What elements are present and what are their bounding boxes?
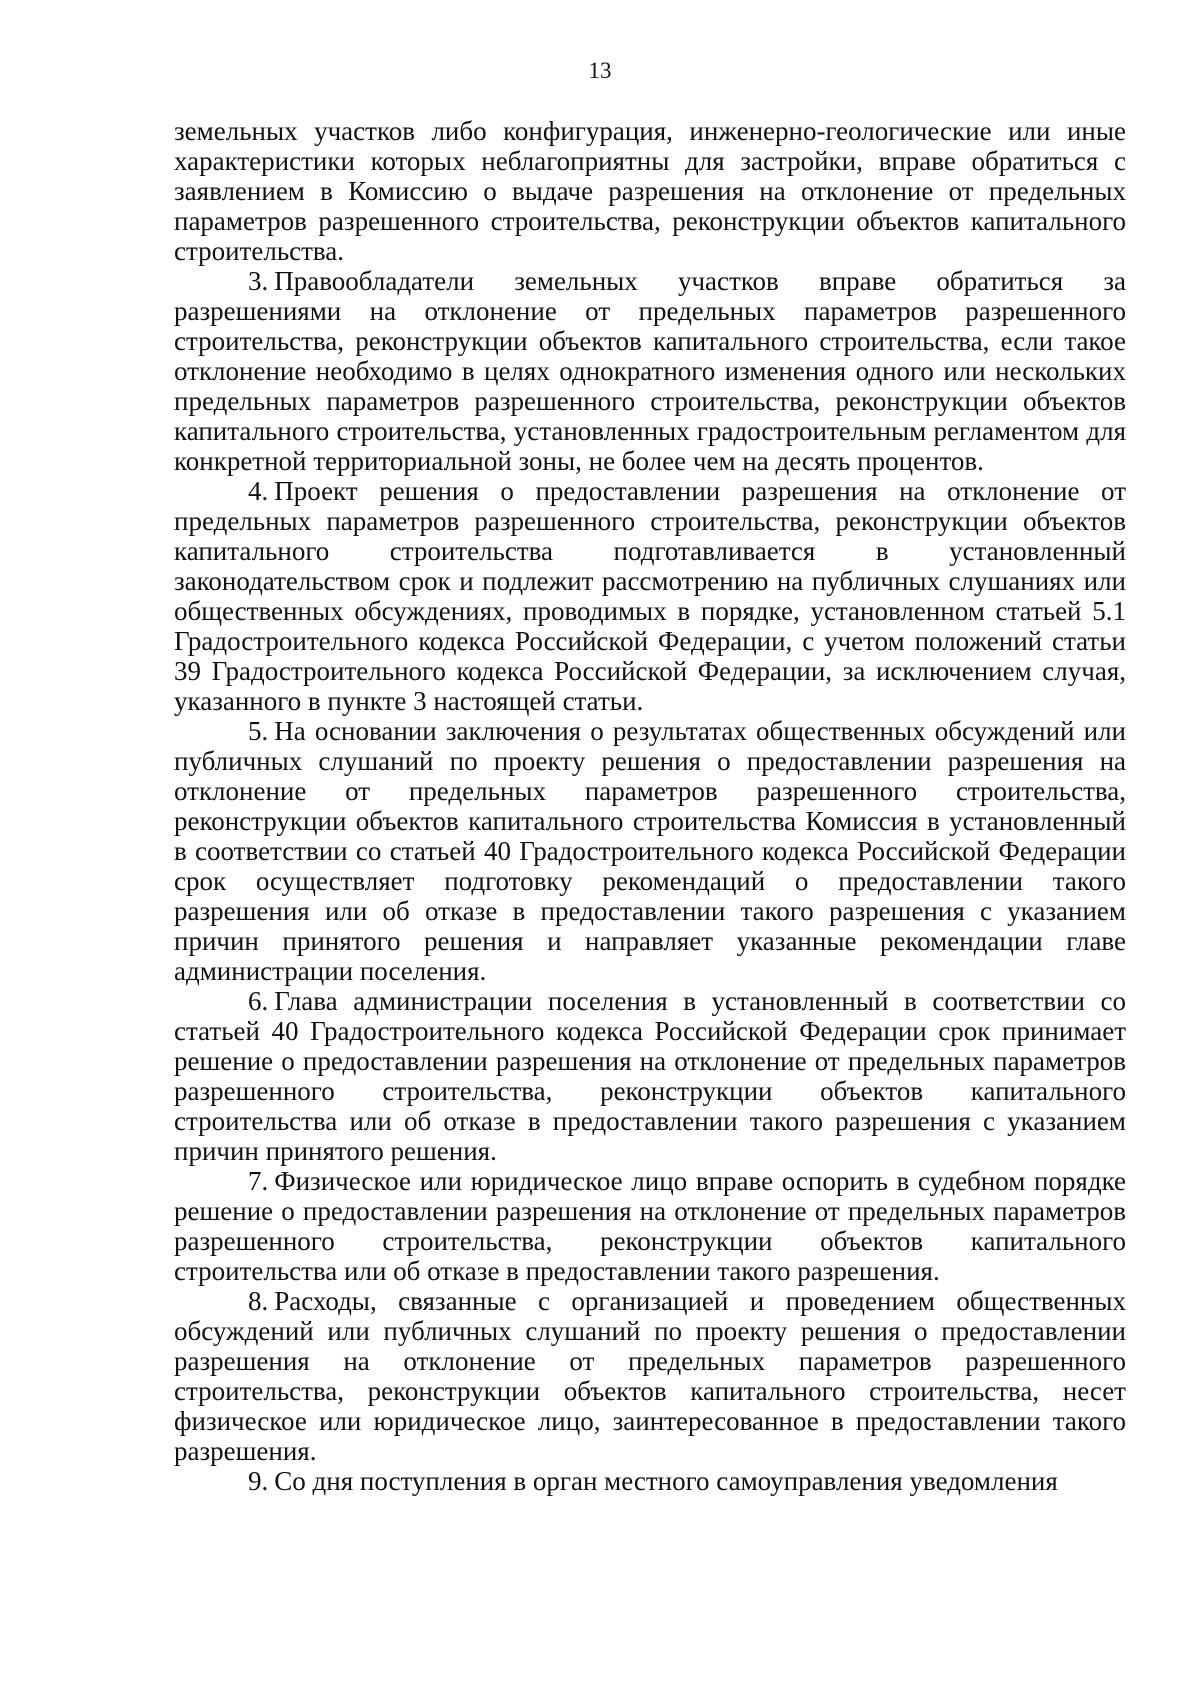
paragraph-number: 3. <box>248 266 269 296</box>
paragraph-number: 8. <box>248 1286 269 1316</box>
paragraph-text: земельных участков либо конфигурация, инженерно-геологические или иные характеристики которых неблагоприятны для застройки, вправе обратиться с заявлением в Комиссию о выдаче разрешения на отклонение от предельных параметров разрешенного строительства, реконструкции объектов капитального строительства. <box>174 116 1126 266</box>
paragraph-text: Со дня поступления в орган местного самоуправления уведомления <box>274 1466 1058 1496</box>
paragraph-7 <box>174 1166 1126 1286</box>
paragraph-number: 4. <box>248 476 269 506</box>
paragraph-number: 6. <box>248 986 269 1016</box>
paragraph-text: На основании заключения о результатах общественных обсуждений или публичных слушаний по проекту решения о предоставлении разрешения на отклонение от предельных параметров разрешенного строительства, реконструкции объектов капитального строительства Комиссия в установленный в соответствии со статьей 40 Градостроительного кодекса Российской Федерации срок осуществляет подготовку рекомендаций о предоставлении такого разрешения или об отказе в предоставлении такого разрешения с указанием причин принятого решения и направляет указанные рекомендации главе администрации поселения. <box>174 716 1126 986</box>
paragraph-4 <box>174 476 1126 716</box>
paragraph-text: Расходы, связанные с организацией и проведением общественных обсуждений или публичных слушаний по проекту решения о предоставлении разрешения на отклонение от предельных параметров разрешенного строительства, реконструкции объектов капитального строительства, несет физическое или юридическое лицо, заинтересованное в предоставлении такого разрешения. <box>174 1286 1126 1466</box>
page-number: 13 <box>588 58 612 83</box>
body-text <box>174 116 1126 1496</box>
paragraph-number: 7. <box>248 1166 269 1196</box>
paragraph-text: Правообладатели земельных участков вправе обратиться за разрешениями на отклонение от предельных параметров разрешенного строительства, реконструкции объектов капитального строительства, если такое отклонение необходимо в целях однократного изменения одного или нескольких предельных параметров разрешенного строительства, реконструкции объектов капитального строительства, установленных градостроительным регламентом для конкретной территориальной зоны, не более чем на десять процентов. <box>174 266 1126 476</box>
paragraph-text: Глава администрации поселения в установленный в соответствии со статьей 40 Градостроительного кодекса Российской Федерации срок принимает решение о предоставлении разрешения на отклонение от предельных параметров разрешенного строительства, реконструкции объектов капитального строительства или об отказе в предоставлении такого разрешения с указанием причин принятого решения. <box>174 986 1126 1166</box>
paragraph-8 <box>174 1286 1126 1466</box>
paragraph-number: 9. <box>248 1466 269 1496</box>
paragraph-6 <box>174 986 1126 1166</box>
paragraph-number: 5. <box>248 716 269 746</box>
paragraph-9 <box>174 1466 1126 1496</box>
paragraph-text: Физическое или юридическое лицо вправе оспорить в судебном порядке решение о предоставлении разрешения на отклонение от предельных параметров разрешенного строительства, реконструкции объектов капитального строительства или об отказе в предоставлении такого разрешения. <box>174 1166 1126 1286</box>
paragraph-3 <box>174 266 1126 476</box>
paragraph-text: Проект решения о предоставлении разрешения на отклонение от предельных параметров разрешенного строительства, реконструкции объектов капитального строительства подготавливается в установленный законодательством срок и подлежит рассмотрению на публичных слушаниях или общественных обсуждениях, проводимых в порядке, установленном статьей 5.1 Градостроительного кодекса Российской Федерации, с учетом положений статьи 39 Градостроительного кодекса Российской Федерации, за исключением случая, указанного в пункте 3 настоящей статьи. <box>174 476 1126 716</box>
paragraph-5 <box>174 716 1126 986</box>
paragraph-continuation <box>174 116 1126 266</box>
